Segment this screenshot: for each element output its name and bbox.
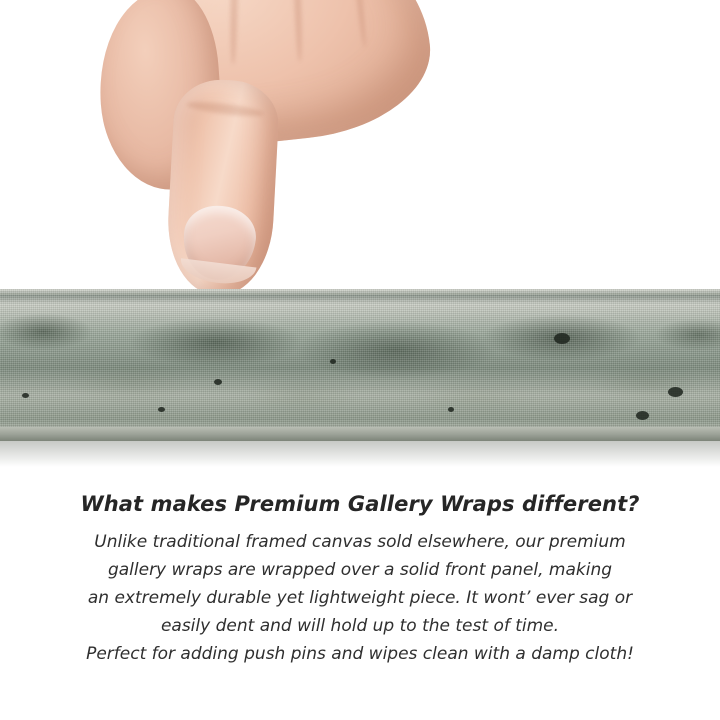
canvas-speck (668, 387, 683, 397)
wrap-drop-shadow (0, 441, 720, 467)
index-finger (164, 77, 280, 297)
caption-headline: What makes Premium Gallery Wraps different? (80, 492, 640, 516)
canvas-speck (158, 407, 165, 412)
caption-line: an extremely durable yet lightweight piece. It wont’ ever sag or (87, 588, 633, 608)
knuckle-crease-2 (292, 0, 304, 62)
canvas-speck (448, 407, 454, 412)
canvas-speck (554, 333, 570, 344)
caption-line: gallery wraps are wrapped over a solid front panel, making (107, 560, 613, 580)
knuckle-crease-3 (350, 0, 367, 48)
canvas-speck (636, 411, 649, 420)
canvas-weave-texture (0, 289, 720, 441)
caption-line: easily dent and will hold up to the test of time. (160, 616, 560, 636)
wrap-bottom-face (0, 427, 720, 441)
caption-line: Unlike traditional framed canvas sold elsewhere, our premium (94, 532, 626, 552)
caption-block (0, 492, 720, 668)
knuckle-crease-1 (230, 0, 239, 65)
canvas-speck (22, 393, 29, 398)
caption-line: Perfect for adding push pins and wipes clean with a damp cloth! (86, 644, 634, 664)
finger-crease (186, 99, 265, 118)
hand-pressing-canvas (100, 0, 430, 300)
canvas-speck (214, 379, 222, 385)
gallery-wrap-edge (0, 289, 720, 441)
canvas-speck (330, 359, 336, 364)
